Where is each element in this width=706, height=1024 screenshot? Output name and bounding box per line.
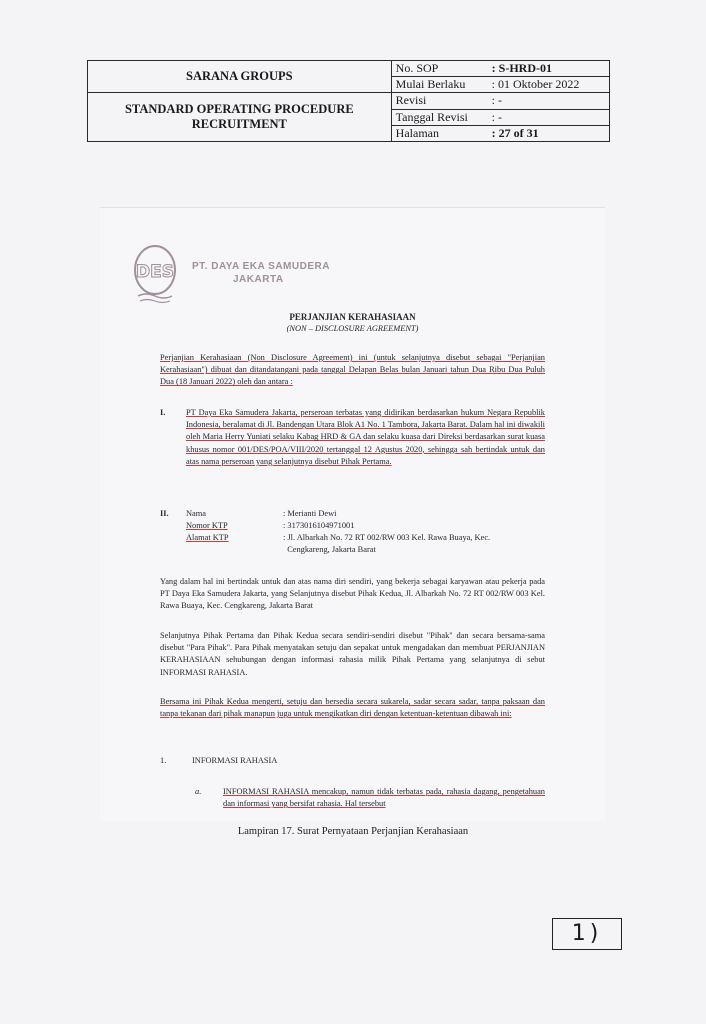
- letter-company-name: PT. DAYA EKA SAMUDERA: [192, 261, 330, 272]
- logo-text: DES: [136, 262, 174, 282]
- letter-paragraph: Bersama ini Pihak Kedua mengerti, setuju dan bersedia secara sukarela, sadar secara sadar, tanpa paksaan dan tanpa tekanan dari pihak manapun juga untuk mengikatkan diri dengan ketentuan-ketentuan dibawah ini:: [160, 697, 545, 719]
- header-value: : -: [488, 109, 610, 125]
- handwritten-page-mark: 1): [552, 918, 622, 950]
- sop-title-line1: STANDARD OPERATING PROCEDURE: [124, 102, 354, 117]
- sop-title-line2: RECRUITMENT: [191, 117, 287, 132]
- party2-row: Nama : Merianti Dewi: [186, 509, 337, 518]
- header-value: : 27 of 31: [488, 125, 610, 141]
- letter-company-city: JAKARTA: [233, 274, 284, 285]
- attachment-caption: Lampiran 17. Surat Pernyataan Perjanjian Kerahasiaan: [237, 826, 469, 837]
- party1-number: I.: [160, 408, 166, 417]
- header-label: No. SOP: [391, 61, 488, 77]
- letter-title-main: PERJANJIAN KERAHASIAAN: [289, 312, 416, 322]
- header-label: Revisi: [391, 93, 488, 109]
- letter-intro: Perjanjian Kerahasiaan (Non Disclosure Agreement) ini (untuk selanjutnya disebut sebagai "Perjanjian Kerahasiaan") dibuat dan ditandatangani pada tanggal Delapan Belas bulan Januari tahun Dua Ribu Dua Puluh Dua (18 Januari 2022) oleh dan antara :: [160, 353, 545, 387]
- letter-title: [100, 311, 605, 335]
- party2-row: Alamat KTP : Jl. Albarkah No. 72 RT 002/RW 003 Kel. Rawa Buaya, Kec.: [186, 533, 491, 542]
- party2-row: Cengkareng, Jakarta Barat: [283, 545, 376, 554]
- letter-subtitle: (NON – DISCLOSURE AGREEMENT): [286, 324, 419, 333]
- section-heading: 1. INFORMASI RAHASIA: [160, 756, 278, 765]
- letter-company: [192, 260, 330, 286]
- header-value: : -: [488, 93, 610, 109]
- item-a-number: a.: [195, 787, 202, 796]
- scanned-letter: [100, 207, 605, 821]
- header-label: Halaman: [391, 125, 488, 141]
- party2-number: II.: [160, 509, 169, 518]
- header-value: : 01 Oktober 2022: [488, 77, 610, 93]
- header-value: : S-HRD-01: [488, 61, 610, 77]
- sop-header-table: [87, 60, 610, 142]
- letter-paragraph: Selanjutnya Pihak Pertama dan Pihak Kedua secara sendiri-sendiri disebut "Pihak" dan secara bersama-sama disebut "Para Pihak". Para Pihak menyatakan setuju dan sepakat untuk mengadakan dan membuat PERJANJIAN KERAHASIAAN sehubungan dengan informasi rahasia milik Pihak Pertama yang selanjutnya di sebut INFORMASI RAHASIA.: [160, 631, 545, 677]
- party1-text: PT Daya Eka Samudera Jakarta, perseroan terbatas yang didirikan berdasarkan hukum Negara Republik Indonesia, beralamat di Jl. Bandengan Utara Blok A1 No. 1 Tambora, Jakarta Barat. Dalam hal ini diwakili oleh Maria Herry Yuniati selaku Kabag HRD & GA dan selaku kuasa dari Direksi berdasarkan surat kuasa khusus nomor 001/DES/POA/VIII/2020 tertanggal 12 Agustus 2020, sehingga sah bertindak untuk dan atas nama perseroan yang selanjutnya disebut Pihak Pertama.: [186, 408, 545, 466]
- item-a-text: INFORMASI RAHASIA mencakup, namun tidak terbatas pada, rahasia dagang, pengetahuan dan informasi yang bersifat rahasia. Hal tersebut: [223, 787, 545, 809]
- sop-title: [88, 93, 392, 142]
- header-label: Tanggal Revisi: [391, 109, 488, 125]
- letter-paragraph: Yang dalam hal ini bertindak untuk dan atas nama diri sendiri, yang bekerja sebagai karyawan atau pekerja pada PT Daya Eka Samudera Jakarta, yang Selanjutnya disebut Pihak Kedua, Jl. Albarkah No. 72 RT 002/RW 003 Kel. Rawa Buaya, Kec. Cengkareng, Jakarta Barat: [160, 577, 545, 611]
- company-logo-icon: [132, 244, 178, 306]
- header-label: Mulai Berlaku: [391, 77, 488, 93]
- party2-row: Nomor KTP : 3173016104971001: [186, 521, 355, 530]
- company-name: SARANA GROUPS: [88, 61, 392, 93]
